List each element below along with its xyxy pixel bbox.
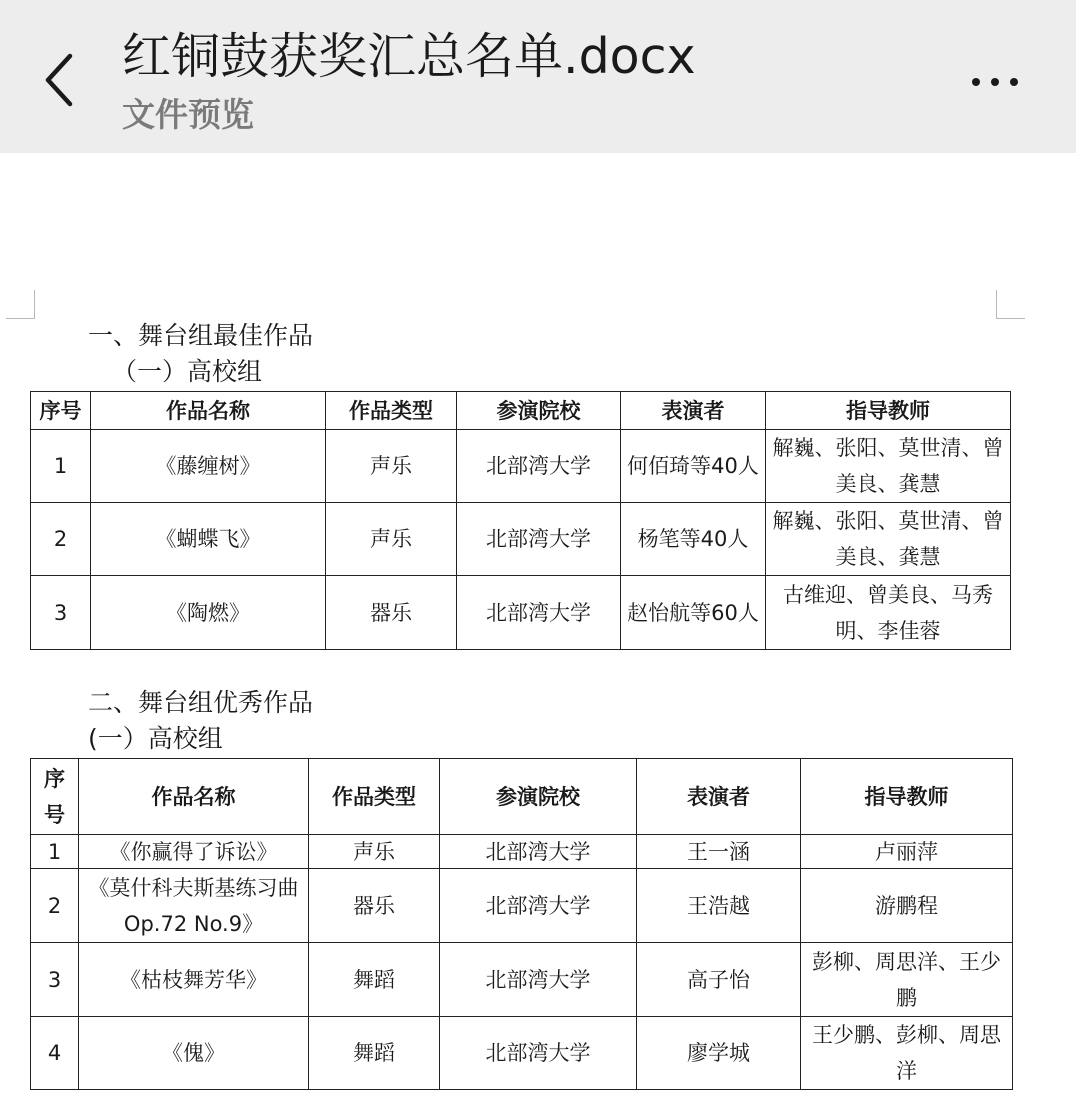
file-subtitle: 文件预览 [122, 95, 254, 134]
cell-title: 《枯枝舞芳华》 [79, 943, 309, 1017]
more-horizontal-icon [972, 78, 980, 86]
cell-school: 北部湾大学 [440, 835, 637, 869]
cell-school: 北部湾大学 [457, 503, 621, 576]
cell-title: 《蝴蝶飞》 [91, 503, 326, 576]
section1-heading: 一、舞台组最佳作品 [88, 321, 314, 350]
cell-type: 声乐 [326, 430, 457, 503]
cell-teacher: 卢丽萍 [801, 835, 1013, 869]
cell-school: 北部湾大学 [440, 1017, 637, 1090]
cell-teacher: 王少鹏、彭柳、周思洋 [801, 1017, 1013, 1090]
more-horizontal-icon [1010, 78, 1018, 86]
cell-performer: 何佰琦等40人 [621, 430, 766, 503]
cell-teacher: 解巍、张阳、莫世清、曾美良、龚慧 [766, 503, 1011, 576]
cell-title: 《莫什科夫斯基练习曲Op.72 No.9》 [79, 869, 309, 943]
cell-performer: 高子怡 [637, 943, 801, 1017]
chevron-left-icon [40, 50, 80, 110]
col-header-type: 作品类型 [309, 759, 440, 835]
back-button[interactable] [28, 48, 92, 112]
cell-no: 1 [31, 835, 79, 869]
page-corner-mark-left [6, 290, 35, 319]
col-header-type: 作品类型 [326, 392, 457, 430]
cell-school: 北部湾大学 [440, 943, 637, 1017]
cell-no: 2 [31, 869, 79, 943]
excellent-works-table [30, 758, 1013, 1090]
cell-title: 《陶燃》 [91, 576, 326, 650]
cell-teacher: 解巍、张阳、莫世清、曾美良、龚慧 [766, 430, 1011, 503]
cell-type: 舞蹈 [309, 1017, 440, 1090]
col-header-teacher: 指导教师 [801, 759, 1013, 835]
cell-title: 《傀》 [79, 1017, 309, 1090]
cell-type: 声乐 [309, 835, 440, 869]
table-row [31, 576, 1011, 650]
cell-teacher: 游鹏程 [801, 869, 1013, 943]
section1-subheading: （一）高校组 [112, 357, 263, 386]
best-works-table [30, 391, 1011, 650]
more-horizontal-icon [991, 78, 999, 86]
col-header-school: 参演院校 [440, 759, 637, 835]
col-header-no: 序号 [31, 759, 79, 835]
table-row [31, 503, 1011, 576]
cell-performer: 王浩越 [637, 869, 801, 943]
cell-performer: 杨笔等40人 [621, 503, 766, 576]
cell-teacher: 彭柳、周思洋、王少鹏 [801, 943, 1013, 1017]
section2-heading: 二、舞台组优秀作品 [88, 688, 314, 717]
page-corner-mark-right [996, 290, 1025, 319]
cell-no: 1 [31, 430, 91, 503]
cell-type: 器乐 [309, 869, 440, 943]
col-header-teacher: 指导教师 [766, 392, 1011, 430]
cell-no: 2 [31, 503, 91, 576]
cell-title: 《你赢得了诉讼》 [79, 835, 309, 869]
cell-school: 北部湾大学 [457, 430, 621, 503]
cell-no: 3 [31, 943, 79, 1017]
cell-teacher: 古维迎、曾美良、马秀明、李佳蓉 [766, 576, 1011, 650]
cell-school: 北部湾大学 [457, 576, 621, 650]
table-row [31, 869, 1013, 943]
col-header-performer: 表演者 [621, 392, 766, 430]
cell-type: 声乐 [326, 503, 457, 576]
table-row [31, 943, 1013, 1017]
col-header-title: 作品名称 [91, 392, 326, 430]
cell-type: 舞蹈 [309, 943, 440, 1017]
cell-no: 4 [31, 1017, 79, 1090]
table-header-row [31, 392, 1011, 430]
cell-performer: 王一涵 [637, 835, 801, 869]
file-title: 红铜鼓获奖汇总名单.docx [122, 28, 696, 85]
col-header-school: 参演院校 [457, 392, 621, 430]
cell-performer: 赵怡航等60人 [621, 576, 766, 650]
col-header-no: 序号 [31, 392, 91, 430]
cell-performer: 廖学城 [637, 1017, 801, 1090]
section2-subheading: (一）高校组 [88, 724, 223, 753]
cell-type: 器乐 [326, 576, 457, 650]
top-bar [0, 0, 1076, 153]
more-options-button[interactable] [960, 56, 1030, 108]
col-header-performer: 表演者 [637, 759, 801, 835]
table-row [31, 835, 1013, 869]
table-row [31, 430, 1011, 503]
table-header-row [31, 759, 1013, 835]
cell-no: 3 [31, 576, 91, 650]
cell-school: 北部湾大学 [440, 869, 637, 943]
table-row [31, 1017, 1013, 1090]
cell-title: 《藤缠树》 [91, 430, 326, 503]
col-header-title: 作品名称 [79, 759, 309, 835]
